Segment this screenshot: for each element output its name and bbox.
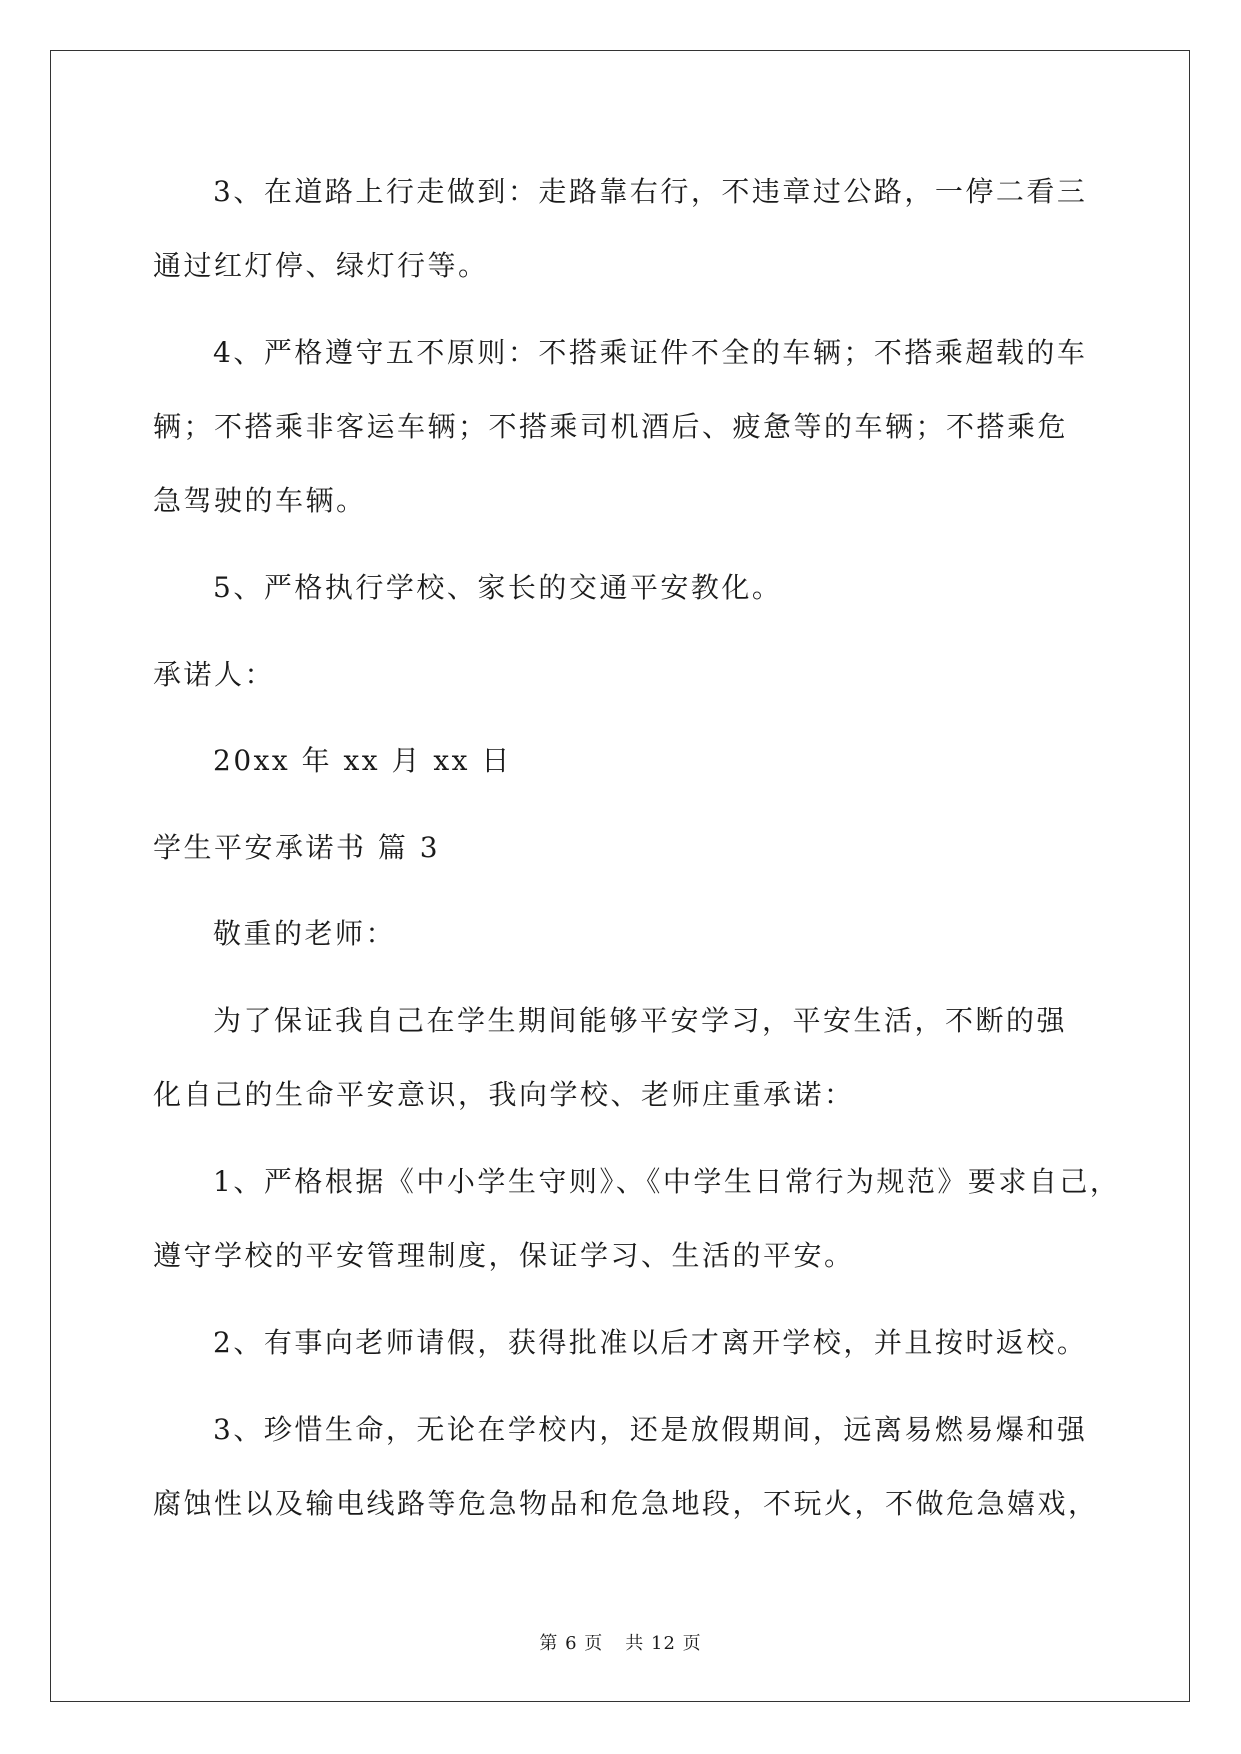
paragraph-line-pledge-1: 1、严格根据《中小学生守则》、《中学生日常行为规范》要求自己， <box>213 1165 1121 1198</box>
paragraph-line-rule-3-cont: 通过红灯停、绿灯行等。 <box>153 249 489 282</box>
paragraph-line-pledge-2: 2、有事向老师请假，获得批准以后才离开学校，并且按时返校。 <box>213 1326 1088 1359</box>
page-frame <box>50 50 1190 1702</box>
paragraph-line-pledge-3-cont: 腐蚀性以及输电线路等危急物品和危急地段，不玩火，不做危急嬉戏， <box>153 1487 1099 1520</box>
paragraph-line-pledge-3: 3、珍惜生命，无论在学校内，还是放假期间，远离易燃易爆和强 <box>213 1413 1088 1446</box>
signer-label: 承诺人： <box>153 658 276 691</box>
page-total: 共 12 页 <box>625 1633 702 1654</box>
paragraph-line-rule-5: 5、严格执行学校、家长的交通平安教化。 <box>213 571 783 604</box>
page-number: 第 6 页 <box>539 1633 604 1654</box>
salutation: 敬重的老师： <box>213 917 397 950</box>
paragraph-line-rule-4-cont-2: 急驾驶的车辆。 <box>153 484 367 517</box>
page-footer <box>0 1632 1241 1656</box>
paragraph-line-intro: 为了保证我自己在学生期间能够平安学习，平安生活，不断的强 <box>213 1004 1068 1037</box>
date-line: 20xx 年 xx 月 xx 日 <box>213 744 512 777</box>
section-heading: 学生平安承诺书 篇 3 <box>153 831 441 864</box>
paragraph-line-intro-cont: 化自己的生命平安意识，我向学校、老师庄重承诺： <box>153 1078 855 1111</box>
paragraph-line-rule-4: 4、严格遵守五不原则：不搭乘证件不全的车辆；不搭乘超载的车 <box>213 336 1088 369</box>
paragraph-line-pledge-1-cont: 遵守学校的平安管理制度，保证学习、生活的平安。 <box>153 1239 855 1272</box>
paragraph-line-rule-3: 3、在道路上行走做到：走路靠右行，不违章过公路，一停二看三 <box>213 175 1088 208</box>
paragraph-line-rule-4-cont-1: 辆；不搭乘非客运车辆；不搭乘司机酒后、疲惫等的车辆；不搭乘危 <box>153 410 1069 443</box>
